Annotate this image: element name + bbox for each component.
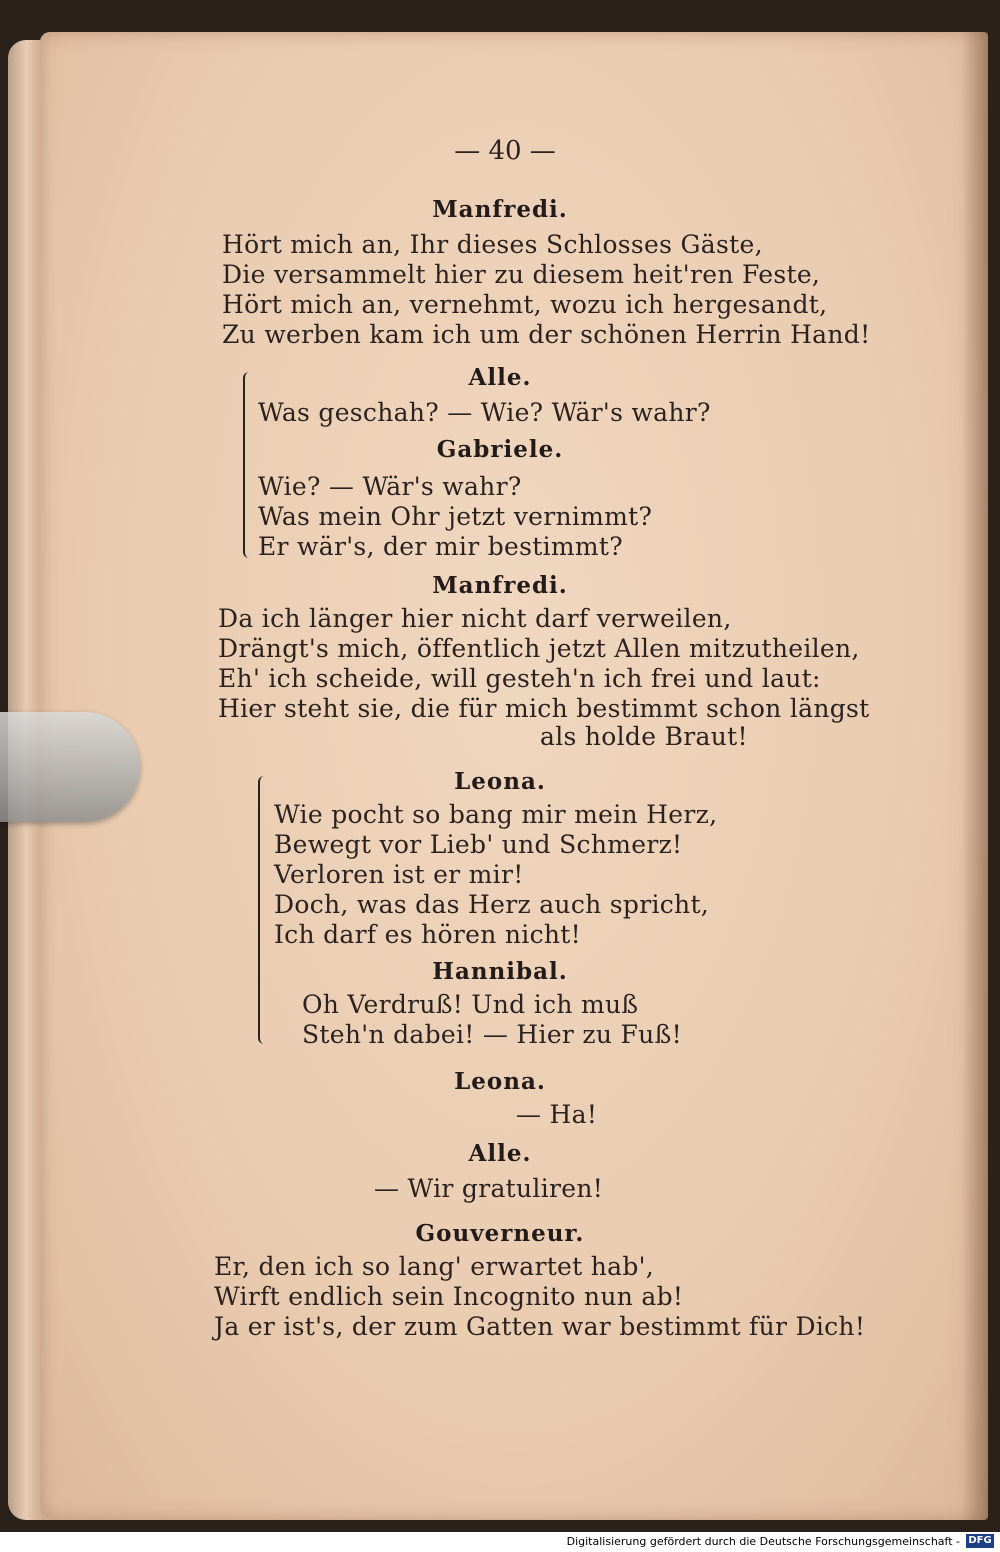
speaker-name: Alle. bbox=[468, 1140, 532, 1167]
verse-line: — Wir gratuliren! bbox=[374, 1174, 604, 1203]
verse-line: — Ha! bbox=[516, 1100, 598, 1129]
verse-line: Hier steht sie, die für mich bestimmt schon längst bbox=[218, 694, 870, 723]
verse-line: Er, den ich so lang' erwartet hab', bbox=[214, 1252, 655, 1281]
page-clip bbox=[0, 712, 140, 822]
dfg-logo: DFG bbox=[966, 1534, 994, 1548]
speaker-name: Hannibal. bbox=[432, 958, 568, 985]
verse-line: Was mein Ohr jetzt vernimmt? bbox=[258, 502, 653, 531]
ensemble-bracket bbox=[243, 372, 253, 558]
verse-line: Ja er ist's, der zum Gatten war bestimmt für Dich! bbox=[214, 1312, 866, 1341]
verse-line: Doch, was das Herz auch spricht, bbox=[274, 890, 710, 919]
verse-line: Drängt's mich, öffentlich jetzt Allen mitzutheilen, bbox=[218, 634, 860, 663]
speaker-name: Manfredi. bbox=[432, 196, 568, 223]
verse-line: Verloren ist er mir! bbox=[274, 860, 524, 889]
speaker-name: Leona. bbox=[454, 768, 546, 795]
verse-line: Ich darf es hören nicht! bbox=[274, 920, 581, 949]
ensemble-bracket bbox=[258, 776, 268, 1044]
speaker-name: Gouverneur. bbox=[415, 1220, 585, 1247]
verse-line: Hört mich an, Ihr dieses Schlosses Gäste, bbox=[222, 230, 763, 259]
verse-line: Wirft endlich sein Incognito nun ab! bbox=[214, 1282, 684, 1311]
page-gutter-shadow bbox=[962, 32, 988, 1520]
verse-line: Was geschah? — Wie? Wär's wahr? bbox=[258, 398, 711, 427]
verse-line: Wie? — Wär's wahr? bbox=[258, 472, 522, 501]
digitization-credit: Digitalisierung gefördert durch die Deutsche Forschungsgemeinschaft - bbox=[566, 1535, 960, 1548]
speaker-name: Gabriele. bbox=[436, 436, 564, 463]
verse-line: Steh'n dabei! — Hier zu Fuß! bbox=[302, 1020, 682, 1049]
verse-line: Oh Verdruß! Und ich muß bbox=[302, 990, 639, 1019]
verse-line: Da ich länger hier nicht darf verweilen, bbox=[218, 604, 732, 633]
verse-line: Bewegt vor Lieb' und Schmerz! bbox=[274, 830, 683, 859]
verse-line: Er wär's, der mir bestimmt? bbox=[258, 532, 623, 561]
page-number: — 40 — bbox=[454, 136, 556, 166]
verse-line: Zu werben kam ich um der schönen Herrin Hand! bbox=[222, 320, 871, 349]
verse-line: als holde Braut! bbox=[540, 722, 748, 751]
verse-line: Die versammelt hier zu diesem heit'ren Feste, bbox=[222, 260, 821, 289]
speaker-name: Alle. bbox=[468, 364, 532, 391]
speaker-name: Leona. bbox=[454, 1068, 546, 1095]
verse-line: Eh' ich scheide, will gesteh'n ich frei und laut: bbox=[218, 664, 821, 693]
verse-line: Wie pocht so bang mir mein Herz, bbox=[274, 800, 718, 829]
speaker-name: Manfredi. bbox=[432, 572, 568, 599]
verse-line: Hört mich an, vernehmt, wozu ich hergesandt, bbox=[222, 290, 828, 319]
